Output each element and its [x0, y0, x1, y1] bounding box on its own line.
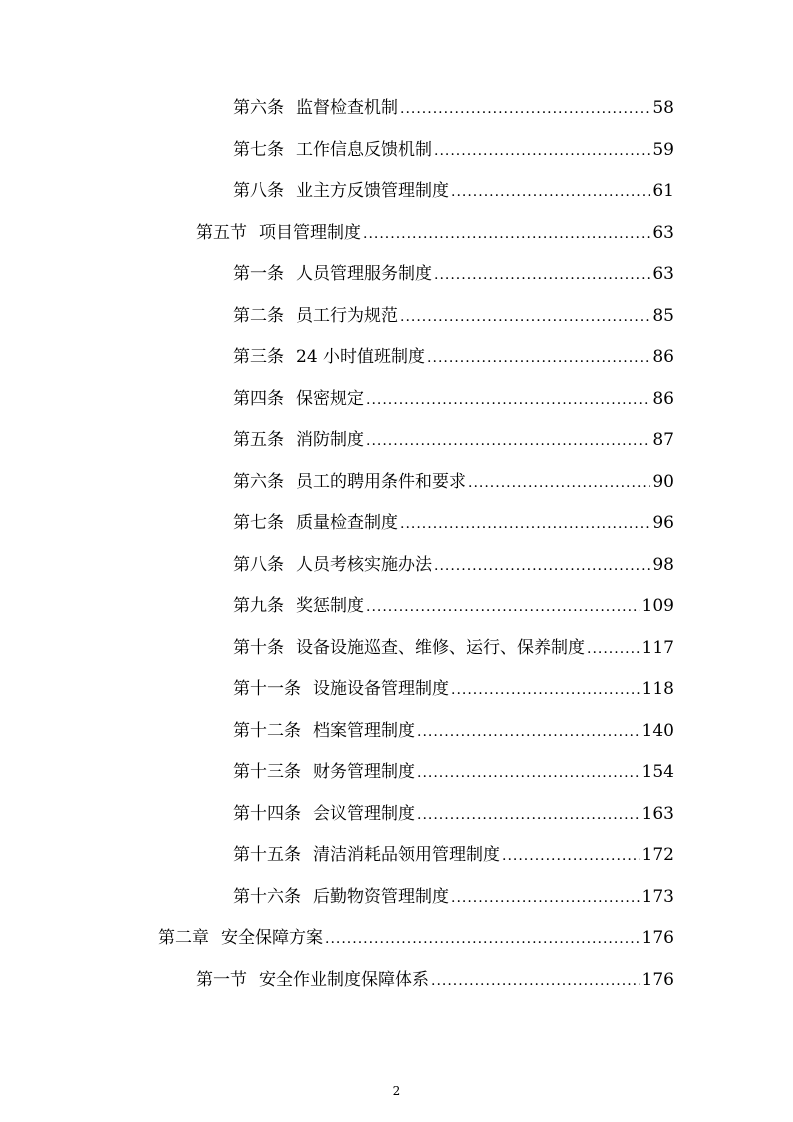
toc-entry-page: 85: [652, 306, 674, 326]
toc-entry-title: 设备设施巡查、维修、运行、保养制度: [296, 638, 585, 658]
toc-entry[interactable]: [233, 837, 674, 873]
toc-entry-title: 员工的聘用条件和要求: [296, 472, 466, 492]
toc-entry[interactable]: [233, 630, 674, 666]
toc-entry-title: 业主方反馈管理制度: [296, 181, 449, 201]
toc-entry[interactable]: [233, 505, 674, 541]
toc-dot-leader: [325, 921, 640, 957]
toc-entry-title: 设施设备管理制度: [313, 679, 449, 699]
toc-entry-page: 58: [652, 98, 674, 118]
toc-entry-label: [233, 837, 500, 873]
toc-dot-leader: [434, 548, 650, 584]
toc-dot-leader: [468, 465, 650, 501]
toc-entry-prefix: 第三条: [233, 347, 284, 367]
toc-dot-leader: [451, 880, 640, 916]
toc-entry-prefix: 第二章: [158, 928, 209, 948]
toc-entry-page: 61: [652, 181, 674, 201]
toc-entry-label: [233, 381, 364, 417]
toc-entry-title: 保密规定: [296, 389, 364, 409]
toc-entry-page: 90: [652, 472, 674, 492]
toc-dot-leader: [366, 382, 650, 418]
toc-entry-page: 173: [641, 887, 674, 907]
toc-entry-label: [233, 173, 449, 209]
toc-dot-leader: [417, 755, 640, 791]
toc-dot-leader: [427, 340, 650, 376]
page-number: 2: [392, 1084, 401, 1098]
toc-entry-label: [233, 464, 466, 500]
toc-entry[interactable]: [233, 671, 674, 707]
toc-entry-title: 财务管理制度: [313, 762, 415, 782]
toc-entry[interactable]: [233, 132, 674, 168]
toc-dot-leader: [400, 91, 650, 127]
toc-entry-title: 档案管理制度: [313, 721, 415, 741]
toc-entry-label: [233, 339, 425, 375]
toc-entry-title: 监督检查机制: [296, 98, 398, 118]
toc-entry-title: 项目管理制度: [259, 223, 361, 243]
toc-entry-prefix: 第四条: [233, 389, 284, 409]
toc-entry-prefix: 第六条: [233, 98, 284, 118]
toc-dot-leader: [417, 714, 640, 750]
toc-entry[interactable]: [233, 173, 674, 209]
toc-entry-prefix: 第五条: [233, 430, 284, 450]
toc-entry-label: [233, 713, 415, 749]
toc-entry-page: 140: [641, 721, 674, 741]
toc-dot-leader: [502, 838, 640, 874]
toc-entry-label: [233, 90, 398, 126]
toc-entry-prefix: 第十四条: [233, 804, 301, 824]
toc-entry-label: [233, 256, 432, 292]
toc-entry-title: 安全保障方案: [221, 928, 323, 948]
toc-entry[interactable]: [233, 464, 674, 500]
toc-entry-prefix: 第十二条: [233, 721, 301, 741]
toc-entry-prefix: 第七条: [233, 140, 284, 160]
toc-entry-label: [233, 132, 432, 168]
toc-entry-title: 人员管理服务制度: [296, 264, 432, 284]
toc-dot-leader: [434, 257, 650, 293]
toc-entry-page: 176: [641, 928, 674, 948]
toc-dot-leader: [400, 299, 650, 335]
toc-entry-title: 会议管理制度: [313, 804, 415, 824]
toc-entry-prefix: 第十条: [233, 638, 284, 658]
toc-entry-page: 98: [652, 555, 674, 575]
toc-entry-title: 工作信息反馈机制: [296, 140, 432, 160]
toc-entry-page: 163: [641, 804, 674, 824]
toc-entry-label: [233, 796, 415, 832]
toc-entry-label: [233, 630, 585, 666]
toc-entry-page: 87: [652, 430, 674, 450]
toc-entry-label: [233, 547, 432, 583]
toc-entry-prefix: 第十三条: [233, 762, 301, 782]
toc-entry-label: [233, 588, 364, 624]
toc-entry-title: 消防制度: [296, 430, 364, 450]
toc-entry-page: 86: [652, 389, 674, 409]
toc-entry-prefix: 第八条: [233, 181, 284, 201]
toc-dot-leader: [366, 589, 640, 625]
toc-entry-page: 86: [652, 347, 674, 367]
toc-entry[interactable]: [233, 879, 674, 915]
toc-entry[interactable]: [233, 422, 674, 458]
toc-dot-leader: [587, 631, 640, 667]
toc-entry-page: 172: [641, 845, 674, 865]
toc-entry-page: 154: [641, 762, 674, 782]
toc-entry[interactable]: [233, 339, 674, 375]
toc-entry-prefix: 第十五条: [233, 845, 301, 865]
toc-dot-leader: [366, 423, 650, 459]
toc-entry-page: 109: [641, 596, 674, 616]
toc-entry-label: [233, 505, 398, 541]
toc-entry[interactable]: [233, 381, 674, 417]
toc-entry[interactable]: [233, 256, 674, 292]
toc-entry-title: 奖惩制度: [296, 596, 364, 616]
toc-entry[interactable]: [233, 547, 674, 583]
toc-entry[interactable]: [196, 215, 674, 251]
toc-entry[interactable]: [196, 962, 674, 998]
toc-entry[interactable]: [233, 796, 674, 832]
toc-entry-title: 清洁消耗品领用管理制度: [313, 845, 500, 865]
toc-entry-label: [158, 920, 323, 956]
toc-dot-leader: [363, 216, 650, 252]
toc-dot-leader: [417, 797, 640, 833]
toc-entry-title: 质量检查制度: [296, 513, 398, 533]
toc-entry-title: 后勤物资管理制度: [313, 887, 449, 907]
toc-entry-prefix: 第八条: [233, 555, 284, 575]
toc-entry-prefix: 第十六条: [233, 887, 301, 907]
toc-entry-label: [233, 422, 364, 458]
toc-entry[interactable]: [233, 298, 674, 334]
toc-entry-label: [196, 962, 429, 998]
toc-entry-page: 59: [652, 140, 674, 160]
toc-entry-page: 63: [652, 264, 674, 284]
toc-entry-prefix: 第一条: [233, 264, 284, 284]
toc-entry-prefix: 第七条: [233, 513, 284, 533]
toc-entry-label: [233, 754, 415, 790]
toc-entry-label: [233, 879, 449, 915]
toc-entry-prefix: 第二条: [233, 306, 284, 326]
toc-entry-title: 24 小时值班制度: [296, 347, 426, 367]
toc-entry-label: [233, 298, 398, 334]
toc-entry-prefix: 第六条: [233, 472, 284, 492]
toc-entry-page: 96: [652, 513, 674, 533]
toc-entry-page: 176: [641, 970, 674, 990]
toc-entry[interactable]: [233, 754, 674, 790]
toc-entry[interactable]: [233, 90, 674, 126]
toc-entry[interactable]: [233, 588, 674, 624]
toc-entry-page: 63: [652, 223, 674, 243]
toc-entry-prefix: 第十一条: [233, 679, 301, 699]
toc-dot-leader: [434, 133, 650, 169]
toc-dot-leader: [451, 672, 640, 708]
toc-dot-leader: [400, 506, 650, 542]
toc-dot-leader: [431, 963, 640, 999]
toc-entry-page: 118: [641, 679, 674, 699]
toc-entry-title: 员工行为规范: [296, 306, 398, 326]
toc-entry-title: 安全作业制度保障体系: [259, 970, 429, 990]
toc-entry[interactable]: [233, 713, 674, 749]
toc-entry-label: [196, 215, 361, 251]
toc-entry[interactable]: [158, 920, 674, 956]
toc-entry-prefix: 第九条: [233, 596, 284, 616]
toc-entry-prefix: 第一节: [196, 970, 247, 990]
toc-dot-leader: [451, 174, 650, 210]
toc-entry-prefix: 第五节: [196, 223, 247, 243]
toc-entry-page: 117: [641, 638, 674, 658]
toc-entry-title: 人员考核实施办法: [296, 555, 432, 575]
toc-entry-label: [233, 671, 449, 707]
